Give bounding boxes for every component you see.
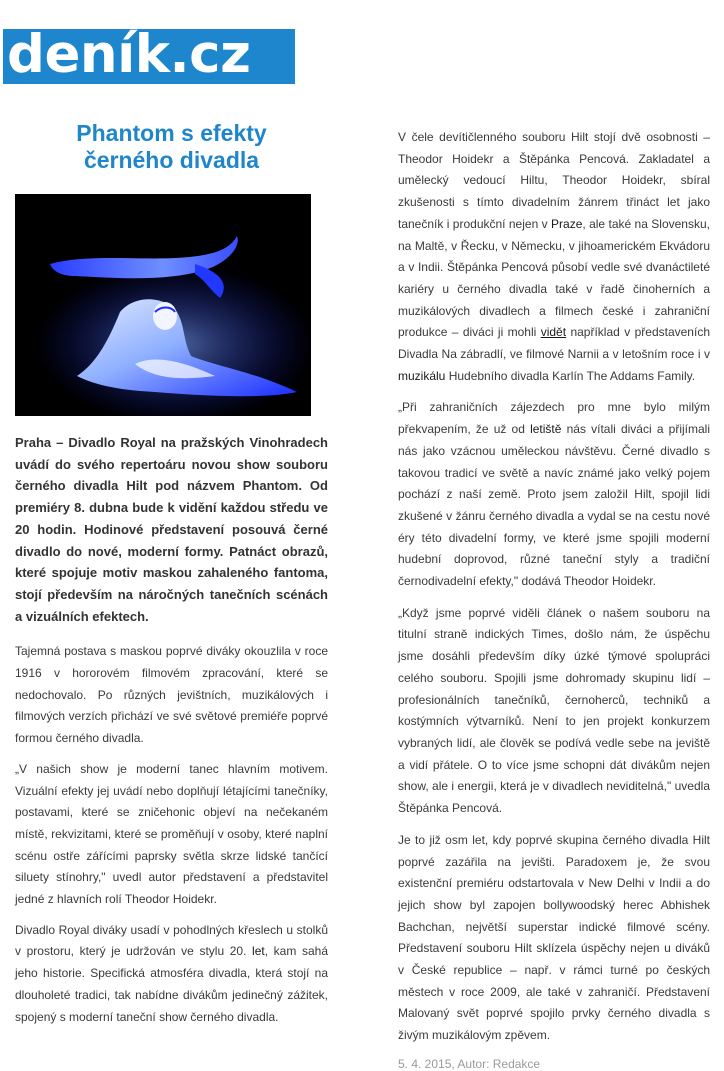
- article-author: , Autor: Redakce: [451, 1056, 541, 1071]
- text-segment: „Při zahraničních zájezdech pro mne bylo milým překvapením, že už od: [398, 400, 710, 437]
- text-segment: Divadlo Royal diváky usadí v pohodlných křeslech u stolků v prostoru, který je udržován ve stylu 20.: [15, 922, 328, 959]
- article-title-line-2: černého divadla: [83, 147, 260, 173]
- text-segment: , ale také na Slovensku, na Maltě, v Řecku, v Německu, v jihoamerickém Ekvádoru a v Indii. Štěpánka Pencová působí vedle své dvanáctileté kariéry u černého divadla také v řadě činoherních a muzikálových divadlech a filmech české i zahraniční produkce – diváci ji mohli: [398, 216, 710, 340]
- article-paragraph-7: Je to již osm let, kdy poprvé skupina černého divadla Hilt poprvé zazářila na jevišti. Paradoxem je, že svou existenční premiéru odstartovala v New Delhi v Indii a do jejich show byl zapojen bollywoodský herec Abhishek Bachchan, největší superstar indické filmové scény. Představení souboru Hilt sklízela úspěchy nejen u diváků v České republice – např. v rámci turné po českých městech v roce 2009, ale také v zahraničí. Představení Malovaný svět poprvé spojilo prvky černého divadla s živým muzikálovým zpěvem.: [398, 832, 710, 1043]
- text-segment: nás vítali diváci a přijímali nás jako vzácnou uměleckou návštěvu. Černé divadlo s takovou tradicí ve světě a navíc známé jako velký pojem pochází z naší země. Proto jsem založil Hilt, spojil lidi zkušené v žánru černého divadla a vydal se na cestu nové éry této divadelní formy, ve které jsme spojili moderní hudební doprovod, různé taneční styly a tradiční černodivadelní efekty," dodává Theodor Hoidekr.: [398, 422, 710, 589]
- article-title-line-1: Phantom s efekty: [76, 120, 267, 146]
- link-muzikalu[interactable]: muzikálu: [398, 368, 446, 383]
- text-segment: V čele devítičlenného souboru Hilt stojí dvě osobnosti – Theodor Hoidekr a Štěpánka Pencová. Zakladatel a umělecký vedoucí Hiltu, Theodor Hoidekr, sbíral zkušenosti s tímto divadelním žánrem třináct let jako tanečník i produkční nejen v: [398, 130, 710, 231]
- article-paragraph-6: „Když jsme poprvé viděli článek o našem souboru na titulní straně indických Times, došlo nám, že úspěchu jsme dosáhli především díky úzké týmové spolupráci celého souboru. Spojili jsme dohromady skupinu lidí – profesionálních tanečníků, černoherců, techniků a kostýmních výtvarníků. Není to jen projekt konkurzem vybraných lidí, ale člověk se podívá vedle sebe na jeviště a vidí přátele. O to více jsme schopni dát divákům nejen show, ale i energii, která je v divadlech neviditelná," uvedla Štěpánka Pencová.: [398, 605, 710, 816]
- text-segment: Hudebního divadla Karlín The Addams Family.: [445, 368, 696, 383]
- article-date: 5. 4. 2015: [398, 1056, 452, 1071]
- article-lead: Praha – Divadlo Royal na pražských Vinohradech uvádí do svého repertoáru novou show souboru černého divadla Hilt pod názvem Phantom. Od premiéry 8. dubna bude k vidění každou středu ve 20 hodin. Hodinové představení posouvá černé divadlo do nové, moderní formy. Patnáct obrazů, které spojuje motiv maskou zahaleného fantoma, stojí především na náročných tanečních scénách a vizuálních efektech.: [15, 435, 328, 624]
- link-videt[interactable]: vidět: [540, 325, 567, 340]
- text-segment: , kam sahá jeho historie. Specifická atmosféra divadla, která stojí na dlouholeté tradici, tak nabídne divákům jedinečný zážitek, spojený s moderní taneční show černého divadla.: [15, 944, 328, 1024]
- text-segment: například v představeních Divadla Na zábradlí, ve filmové Narnii a v letošním roce i v: [398, 325, 710, 362]
- article-right-column: [398, 127, 710, 1071]
- article-paragraph-1: Tajemná postava s maskou poprvé diváky okouzlila v roce 1916 v hororovém filmovém zpracování, které se nedochovalo. Po různých jevištních, muzikálových i filmových verzích přichází ve své světové premiéře poprvé formou černého divadla.: [15, 644, 328, 746]
- article-title: [15, 120, 328, 174]
- article-photo: [15, 194, 311, 416]
- link-praze[interactable]: Praze: [551, 216, 583, 231]
- link-letiste[interactable]: letiště: [530, 422, 562, 437]
- article-paragraph-5: [398, 397, 710, 592]
- denik-logo[interactable]: deník.cz: [3, 29, 295, 84]
- article-paragraph-4: [398, 127, 710, 387]
- article-left-column: [15, 120, 328, 1037]
- article-paragraph-2: „V našich show je moderní tanec hlavním motivem. Vizuální efekty jej uvádí nebo doplňují létajícími tanečníky, postavami, které se zničehonic objeví na nečekaném místě, rekvizitami, které se proměňují v osoby, které naplní scénu ostře zářícími paprsky světla skrze lidské tančící siluety stínohry," uvedl autor představení a představitel jedné z hlavních rolí Theodor Hoidekr.: [15, 761, 328, 907]
- link-let[interactable]: let: [252, 944, 265, 959]
- phantom-dancer-image: [15, 194, 311, 416]
- article-meta: [398, 1057, 710, 1071]
- article-paragraph-3: [15, 920, 328, 1029]
